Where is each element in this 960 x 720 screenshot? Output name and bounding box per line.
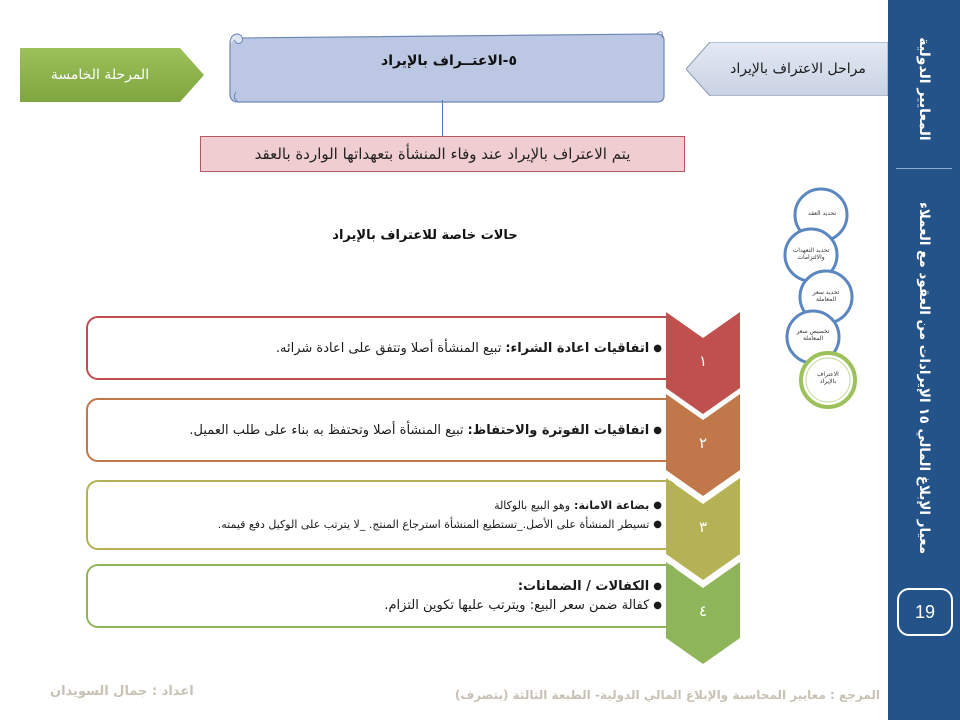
title-scroll: [224, 26, 666, 106]
bullet-icon: ●: [653, 600, 662, 611]
case-3-line-2: [98, 518, 662, 531]
bullet-icon: ●: [653, 519, 662, 530]
case-row-3: [86, 480, 678, 550]
case-2-number: ٢: [698, 434, 708, 452]
bullet-icon: ●: [653, 581, 662, 592]
main-title: ٥-الاعتــراف بالإيراد: [381, 53, 517, 69]
case-3-heading: بضاعة الامانة:: [574, 499, 650, 512]
cycle-step-5: الاعتراف بالإيراد: [817, 371, 839, 385]
footer-prepared-by: اعداد : جمال السويدان: [50, 684, 194, 699]
case-2-heading: اتفاقيات الفوترة والاحتفاظ:: [467, 422, 650, 438]
sidebar-title-main-text: معيار الإبلاغ المالي ١٥ الإيرادات من العقود مع العملاء: [916, 201, 932, 555]
bullet-icon: ●: [653, 500, 662, 511]
cases-title: حالات خاصة للاعتراف بالإيراد: [332, 228, 518, 243]
sidebar-title-top: [888, 14, 960, 164]
case-1-line-1: [98, 341, 662, 356]
cycle-step-1: تحديد العقد: [808, 210, 836, 217]
case-4-line-2: [98, 598, 662, 613]
case-3-line-1: [98, 499, 662, 512]
stage-label: المرحلة الخامسة: [50, 67, 150, 83]
sidebar-title-top-text: المعايير الدولية: [916, 37, 932, 141]
page-number-badge: 19: [897, 588, 953, 636]
case-3-text-2: تسيطر المنشأة على الأصل._تستطيع المنشأة استرجاع المنتج. _لا يترتب على الوكيل دفع قيمته.: [217, 518, 650, 531]
bullet-icon: ●: [653, 342, 662, 354]
case-3-number: ٣: [698, 518, 708, 536]
footer-reference: المرجع : معايير المحاسبة والإبلاغ المالي الدولية- الطبعة الثالثة (بتصرف): [454, 688, 880, 702]
case-4-heading: الكفالات / الضمانات:: [517, 579, 650, 594]
case-4-line-1: [98, 579, 662, 594]
steps-label: مراحل الاعتراف بالإيراد: [730, 61, 866, 77]
case-4-text: كفالة ضمن سعر البيع: ويترتب عليها تكوين التزام.: [384, 598, 650, 613]
case-2-line-1: [98, 423, 662, 438]
case-3-text-1: وهو البيع بالوكالة: [494, 499, 571, 512]
sidebar-title-main: [888, 178, 960, 578]
description-text: يتم الاعتراف بالإيراد عند وفاء المنشأة بتعهداتها الواردة بالعقد: [254, 145, 631, 163]
case-row-2: [86, 398, 678, 462]
case-row-1: [86, 316, 678, 380]
cycle-step-3: تحديد سعر المعاملة: [812, 289, 840, 303]
description-box: [200, 136, 685, 172]
case-number-chevron-4: [666, 562, 740, 664]
sidebar-divider: [896, 168, 952, 169]
recognition-cycle-diagram: [776, 186, 886, 418]
stage-tag: [20, 48, 204, 102]
cycle-step-4: تخصيص سعر المعاملة: [796, 328, 830, 342]
case-1-text: تبيع المنشأة أصلا وتتفق على اعادة شرائه.: [275, 340, 502, 356]
case-1-heading: اتفاقيات اعادة الشراء:: [505, 340, 650, 356]
bullet-icon: ●: [653, 424, 662, 436]
case-row-4: [86, 564, 678, 628]
case-2-text: تبيع المنشأة أصلا وتحتفظ به بناء على طلب العميل.: [189, 422, 464, 438]
case-1-number: ١: [698, 352, 708, 370]
title-connector: [442, 100, 443, 136]
steps-tag: [686, 42, 888, 96]
case-4-number: ٤: [698, 602, 708, 620]
cycle-step-2: تحديد التعهدات والالتزامات: [792, 247, 830, 261]
